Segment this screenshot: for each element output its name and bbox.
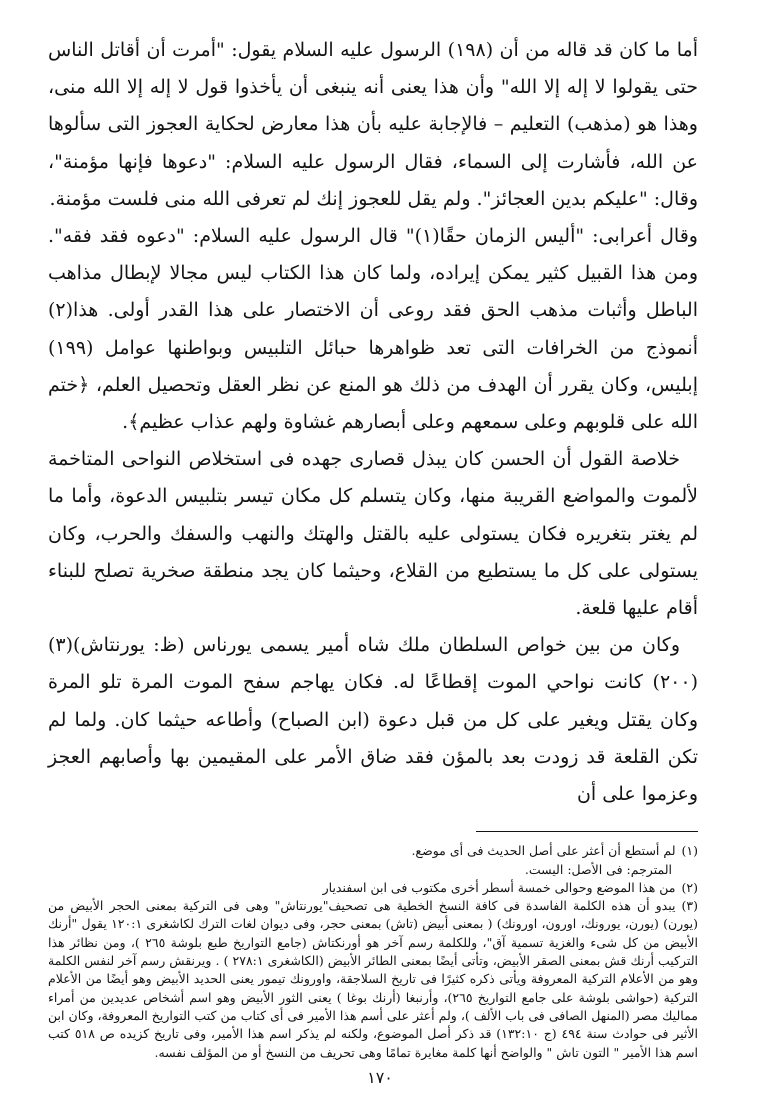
footnote-1-translator-note: المترجم: فى الأصل: اليست. xyxy=(524,861,672,877)
footnote-2 xyxy=(48,879,698,897)
footnotes xyxy=(48,842,698,1062)
paragraph: وقال أعرابى: "أليس الزمان حقًا(١)" قال الرسول عليه السلام: "دعوه فقد فقه". ومن هذا القبيل كثير يمكن إيراده، ولما كان هذا الكتاب ليس مجالا لإبطال مذاهب الباطل وأثبات مذهب الحق فقد روعى أن الاختصار على هذا القدر أولى. هذا(٢) أنموذج من الخرافات التى تعد ظواهرها حبائل التلبيس وبواطنها عوامل (١٩٩) إبليس، وكان يقرر أن الهدف من ذلك هو المنع عن نظر العقل وتحصيل العلم، ﴿ختم الله على قلوبهم وعلى سمعهم وعلى أبصارهم غشاوة ولهم عذاب عظيم﴾. xyxy=(48,225,698,434)
footnote-1 xyxy=(48,842,698,860)
footnote-label: (٢) xyxy=(681,879,698,895)
paragraph: خلاصة القول أن الحسن كان يبذل قصارى جهده فى استخلاص النواحى المتاخمة لألموت والمواضع القريبة منها، وكان يتسلم كل مكان تيسر بتلبيس الدعوة، وأما ما لم يغتر بتغريره فكان يستولى عليه بالقتل والهتك والنهب والسفك والحرب، وكان يستولى على كل ما يستطيع من القلاع، وحيثما كان يجد منطقة صخرية تصلح للبناء أقام عليها قلعة. xyxy=(48,448,698,620)
footnote-3 xyxy=(48,897,698,1062)
paragraph: أما ما كان قد قاله من أن (١٩٨) الرسول عليه السلام يقول: "أمرت أن أقاتل الناس حتى يقولوا لا إله إلا الله" وأن هذا يعنى أنه ينبغى أن يأخذوا قول لا إله إلا الله منى، وهذا هو (مذهب) التعليم – فالإجابة عليه بأن هذا معارض لحكاية العجوز التى سألوها عن الله، فأشارت إلى السماء، فقال الرسول عليه السلام: "دعوها فإنها مؤمنة"، وقال: "عليكم بدين العجائز". ولم يقل للعجوز إنك لم تعرفى الله منى فلست مؤمنة. xyxy=(48,39,698,210)
footnote-text: لم أستطع أن أعثر على أصل الحديث فى أى موضع. xyxy=(411,843,676,859)
footnote-label: (٣) xyxy=(681,898,698,914)
main-text xyxy=(48,32,698,813)
footnote-text: يبدو أن هذه الكلمة الفاسدة فى كافة النسخ الخطية هى تصحيف"يورنتاش" وهى فى التركية بمعنى الحجر الأبيض من (يورن) (يورن، يورونك، اورون، اورونك) ( بمعنى أبيض (تاش) بمعنى حجر، وفى ديوان لغات الترك لكاشغرى ١٢٠:١ يقول "أرنك الأبيض من كل شىء والغزية تسمية آق"، وللكلمة رسم آخر هو أورنكتاش (جامع التواريخ طبع بلوشة ٢٦٥ )، ومن نظائر هذا التركيب أرنك قش بمعنى الصقر الأبيض، وتأتى أيضًا بمعنى الطائر الأبيض (الكاشغرى ٢٧٨:١ ) . ويرنقش رسم آخر لنفس الكلمة وهو من الأعلام التركية المعروفة ويأتى ذكره كثيرًا فى تاريخ السلاجقة، واورونك تيمور يعنى الحديد الأبيض وهو أيضًا من الأعلام التركية (حواشى بلوشة على جامع التواريخ ٢٦٥)، وأرنبغا (أرنك بوغا ) يعنى الثور الأبيض وهو اسم أشخاص عديدين من أمراء مماليك مصر (المنهل الصافى فى باب الألف )، ولم أعثر على أسم هذا الأمير فى أى كتاب من كتب التواريخ المعروفة، وكان ابن الأثير فى حوادث سنة ٤٩٤ (ج ١٣٢:١٠) قد ذكر أصل الموضوع، ولكنه لم يذكر اسم هذا الأمير، وفى تاريخ كزيده ص ٥١٨ كتب اسم هذا الأمير " التون تاش " والواضح أنها كلمة مغايرة تمامًا وهى تحريف من النسخ أو من المؤلف نفسه. xyxy=(48,898,699,1060)
footnote-text: من هذا الموضع وحوالى خمسة أسطر أخرى مكتوب فى ابن اسفنديار xyxy=(322,879,676,895)
footnote-separator xyxy=(476,831,698,832)
paragraph: وكان من بين خواص السلطان ملك شاه أمير يسمى يورناس (ظ: يورنتاش)(٣) (٢٠٠) كانت نواحي الموت إقطاعًا له. فكان يهاجم سفح الموت المرة تلو المرة وكان يقتل ويغير على كل من قبل دعوة (ابن الصباح) وأطاعه حيثما كان. ولما لم تكن القلعة قد زودت بعد بالمؤن فقد ضاق الأمر على المقيمين بها وأصابهم العجز وعزموا على أن xyxy=(48,634,698,806)
footnote-label: (١) xyxy=(681,843,698,859)
page-number: ١٧٠ xyxy=(367,1068,393,1087)
